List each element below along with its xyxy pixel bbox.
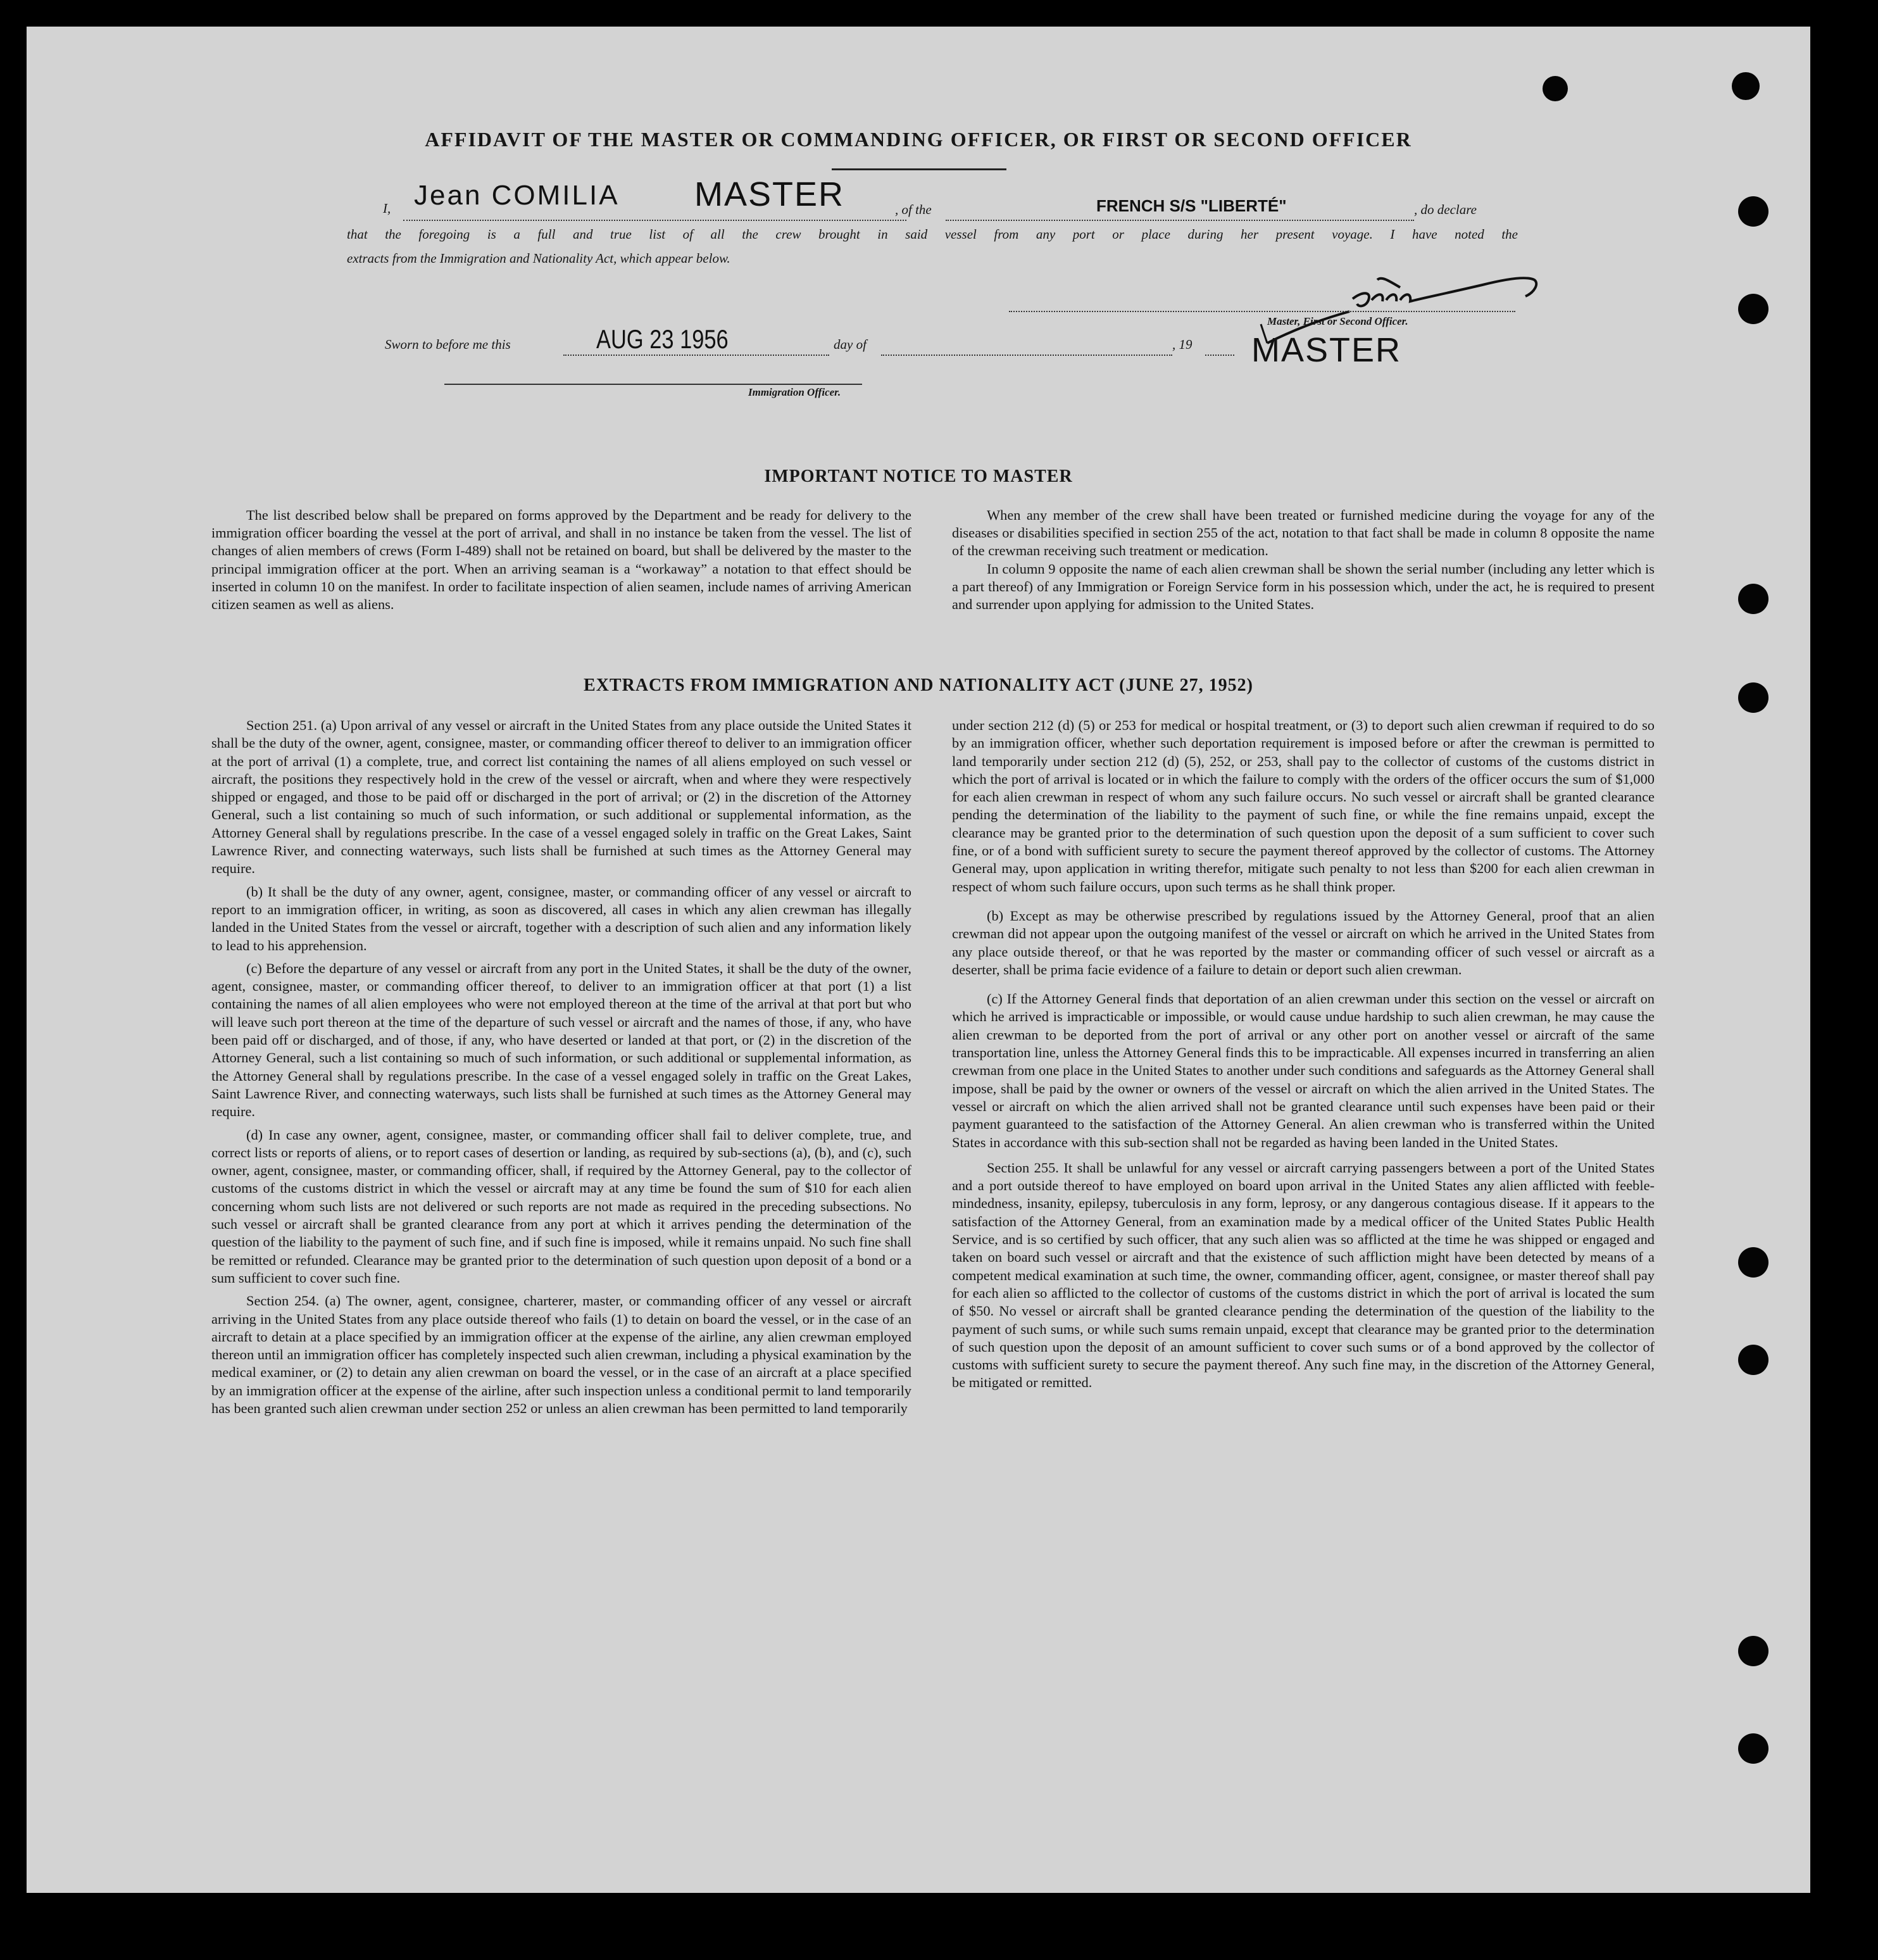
do-declare-label: , do declare — [1414, 202, 1477, 217]
section-254-b: (b) Except as may be otherwise prescribed by regulations issued by the Attorney General, proof that an alien crewman did not appear upon the outgoing manifest of the vessel or aircraft on which he arrived in the United States from any place outside thereof, or that he was reported by the master or commanding officer of such vessel or aircraft as a deserter, shall be prima facie evidence of a failure to detain or deport such alien crewman. — [952, 907, 1655, 977]
notice-left-paragraph: The list described below shall be prepared on forms approved by the Department and be ready for delivery to the immigration officer boarding the vessel at the port of arrival, and shall in no instance be taken from the vessel. The list of changes of alien members of crews (Form I-489) shall not be retained on board, but shall be delivered by the master to the principal immigration officer at the port. When an arriving seaman is a “workaway” a notation to that effect should be inserted in column 10 on the manifest. In order to facilitate inspection of alien seamen, include names of arriving American citizen seamen as well as aliens. — [211, 507, 911, 613]
vessel-name-typed: FRENCH S/S "LIBERTÉ" — [1096, 196, 1287, 215]
binder-hole — [1738, 682, 1768, 713]
binder-hole — [1738, 1636, 1768, 1666]
section-251-d: (d) In case any owner, agent, consignee, master, or commanding officer shall fail to deliver complete, true, and correct lists or reports of aliens, or to report cases of desertion or landing, as required by sub-sections (a), (b), and (c), such owner, agent, consignee, master, or commanding officer, shall, if required by the Attorney General, pay to the collector of customs of the customs district in which the vessel or aircraft may at any time be found the sum of $10 for each alien concerning whom such lists are not delivered or such reports are not made as required in the preceding subsections. No such vessel or aircraft shall be granted clearance from any port at which it arrives pending the determination of the question of the liability to the payment of such fine, and if such fine is imposed, while it remains unpaid. No such fine shall be remitted or refunded. Clearance may be granted prior to the determination of such question upon deposit of a bond or a sum sufficient to cover such fine. — [211, 1126, 911, 1286]
binder-hole — [1738, 584, 1768, 614]
signature-caption: Master, First or Second Officer. — [1267, 315, 1408, 327]
section-254-c: (c) If the Attorney General finds that deportation of an alien crewman under this section on the vessel or aircraft on which he arrived is impracticable or impossible, or would cause undue hardship to such alien crewman, he may cause the alien crewman to be deported from the port of arrival or any other port on another vessel or aircraft of the same transportation line, unless the Attorney General finds this to be impracticable. All expenses incurred in transferring an alien crewman from one place in the United States to another under such conditions and safeguards as the Attorney General shall impose, shall be paid by the owner or owners of the vessel or aircraft on which the alien arrived in the United States. The vessel or aircraft on which the alien arrived shall not be granted clearance until such expenses have been paid or their payment guaranteed to the satisfaction of the Attorney General. An alien crewman who is transferred within the United States in accordance with this sub-section shall not be regarded as having been landed in the United States. — [952, 991, 1655, 1150]
sworn-date-stamp: AUG 23 1956 — [596, 324, 729, 354]
title-underline — [832, 168, 1006, 170]
year-label: , 19 — [1172, 337, 1193, 352]
master-name-typed: Jean COMILIA — [414, 180, 620, 211]
affidavit-title: AFFIDAVIT OF THE MASTER OR COMMANDING OFFICER, OR FIRST OR SECOND OFFICER — [425, 128, 1412, 151]
section-254-a: Section 254. (a) The owner, agent, consignee, charterer, master, or commanding officer of any vessel or aircraft arriving in the United States from any place outside thereof who fails (1) to detain on board the vessel, or in the case of an aircraft to detain at a place specified by an immigration officer at the expense of the airline, any alien crewman employed thereon until an immigration officer has completely inspected such alien crewman, including a physical examination by the medical examiner, or (2) to detain any alien crewman on board the vessel, or in the case of an aircraft at a place specified by an immigration officer at the expense of the airline, after such inspection unless a conditional permit to land temporarily has been granted such alien crewman under section 252 or unless an alien crewman has been permitted to land temporarily — [211, 1293, 911, 1416]
notice-left-column — [211, 506, 911, 619]
notice-right-paragraph-1: When any member of the crew shall have been treated or furnished medicine during the voyage for any of the diseases or disabilities specified in section 255 of the act, notation to that fact shall be made in column 8 opposite the name of the crewman receiving such treatment or medication. — [952, 507, 1655, 559]
officer-signature-line — [444, 384, 862, 385]
binder-hole — [1738, 294, 1768, 324]
section-254-a-continued: under section 212 (d) (5) or 253 for medical or hospital treatment, or (3) to deport such alien crewman if required to do so by an immigration officer, whether such deportation requirement is imposed before or after the crewman is permitted to land temporarily under section 212 (d) (5), 252, or 253, shall pay to the collector of customs of the customs district in which the port of arrival is located or in which the failure to comply with the orders of the officer occurs the sum of $1,000 for each alien crewman in respect of whom any such failure occurs. No such vessel or aircraft shall be granted clearance pending the determination of the liability to the payment of such fine, or while the fine remains unpaid, except the clearance may be granted prior to the determination of such question upon the deposit of a sum sufficient to cover such fine, or of a bond with sufficient surety to secure the payment thereof approved by the collector of customs. The Attorney General may, upon application in writing therefor, mitigate such penalty to not less than $200 for each alien crewman in respect of whom such failure occurs, upon such terms as he shall think proper. — [952, 717, 1655, 895]
extracts-right-column — [952, 717, 1655, 1397]
extracts-title: EXTRACTS FROM IMMIGRATION AND NATIONALITY ACT (JUNE 27, 1952) — [584, 675, 1253, 695]
declaration-line-1: that the foregoing is a full and true list of all the crew brought in said vessel from any port or place during her present voyage. I have noted the — [347, 227, 1518, 242]
binder-hole — [1738, 196, 1768, 227]
master-rank-stamp: MASTER — [694, 175, 845, 213]
section-251-c: (c) Before the departure of any vessel or aircraft from any port in the United States, it shall be the duty of the owner, agent, consignee, master, or commanding officer thereof, to deliver to an immigration officer at that port (1) a list containing the names of all alien employees who were not employed thereon at the time of the arrival at that port but who will leave such port thereon at the time of the departure of such vessel or aircraft and the names of those, if any, who have been paid off or discharged, and of those, if any, who have deserted or landed at that port, or (2) in the discretion of the Attorney General, such a list containing so much of such information, or such additional or supplemental information, as the Attorney General shall by regulations prescribe. In the case of a vessel engaged solely in traffic on the Great Lakes, Saint Lawrence River, and connecting waterways, such lists shall be furnished at such times as the Attorney General may require. — [211, 960, 911, 1120]
signature-master-stamp: MASTER — [1251, 331, 1402, 369]
year-fill-line — [1205, 355, 1234, 356]
immigration-officer-caption: Immigration Officer. — [748, 386, 841, 398]
of-the-label: , of the — [895, 202, 932, 217]
month-fill-line — [881, 355, 1172, 356]
binder-hole — [1738, 1247, 1768, 1278]
section-251-b: (b) It shall be the duty of any owner, agent, consignee, master, or commanding officer of any vessel or aircraft to report to an immigration officer, in writing, as soon as discovered, all cases in which any alien crewman has illegally landed in the United States from the vessel or aircraft, together with a description of such alien and any information likely to lead to his apprehension. — [211, 883, 911, 953]
sworn-date-line — [563, 355, 829, 356]
document-page — [27, 27, 1810, 1893]
extracts-left-column — [211, 717, 911, 1423]
vessel-fill-line — [946, 220, 1414, 221]
signature-line — [1009, 311, 1515, 312]
section-255: Section 255. It shall be unlawful for any vessel or aircraft carrying passengers between a port of the United States and a port outside thereof to have employed on board upon arrival in the United States any alien afflicted with feeble-mindedness, insanity, epilepsy, tuberculosis in any form, leprosy, or any dangerous contagious disease. If it appears to the satisfaction of the Attorney General, from an examination made by a medical officer of the United States Public Health Service, and is so certified by such officer, that any such alien was so afflicted at the time he was shipped or engaged and taken on board such vessel or aircraft and that the existence of such affliction might have been detected by means of a competent medical examination at such time, the owner, commanding officer, agent, consignee, or master thereof shall pay for each alien so afflicted to the collector of customs of the customs district in which the port of arrival is located the sum of $50. No vessel or aircraft shall be granted clearance pending the determination of the question of the liability to the payment of such sums, or while such sums remain unpaid, except that clearance may be granted prior to the determination of such question upon the deposit of an amount sufficient to cover such sums or of a bond approved by the collector of customs with sufficient surety to secure the payment thereof. Any such fine may, in the discretion of the Attorney General, be mitigated or remitted. — [952, 1159, 1655, 1391]
notice-right-paragraph-2: In column 9 opposite the name of each alien crewman shall be shown the serial number (including any letter which is a part thereof) of any Immigration or Foreign Service form in his possession which, under the act, he is required to present and surrender upon applying for admission to the United States. — [952, 560, 1655, 613]
notice-title: IMPORTANT NOTICE TO MASTER — [764, 467, 1073, 486]
binder-hole — [1738, 1345, 1768, 1375]
i-prefix: I, — [383, 201, 391, 216]
notice-right-column — [952, 506, 1655, 619]
declaration-line-2: extracts from the Immigration and Nationality Act, which appear below. — [347, 251, 730, 266]
binder-hole — [1738, 1733, 1768, 1764]
name-fill-line — [403, 220, 906, 221]
sworn-label: Sworn to before me this — [385, 337, 511, 352]
binder-hole — [1732, 72, 1760, 100]
binder-hole — [1543, 76, 1568, 101]
day-of-label: day of — [834, 337, 867, 352]
section-251-a: Section 251. (a) Upon arrival of any vessel or aircraft in the United States from any place outside the United States it shall be the duty of the owner, agent, consignee, master, or commanding officer thereof to deliver to an immigration officer at the port of arrival (1) a complete, true, and correct list containing the names of all aliens employed on such vessel or aircraft, the positions they respectively hold in the crew of the vessel or aircraft, when and where they were respectively shipped or engaged, and those to be paid off or discharged in the port of arrival; or (2) in the discretion of the Attorney General, such a list containing so much of such information, or such additional or supplemental information, as the Attorney General shall by regulations prescribe. In the case of a vessel engaged solely in traffic on the Great Lakes, Saint Lawrence River, and connecting waterways, such lists shall be furnished at such times as the Attorney General may require. — [211, 717, 911, 877]
